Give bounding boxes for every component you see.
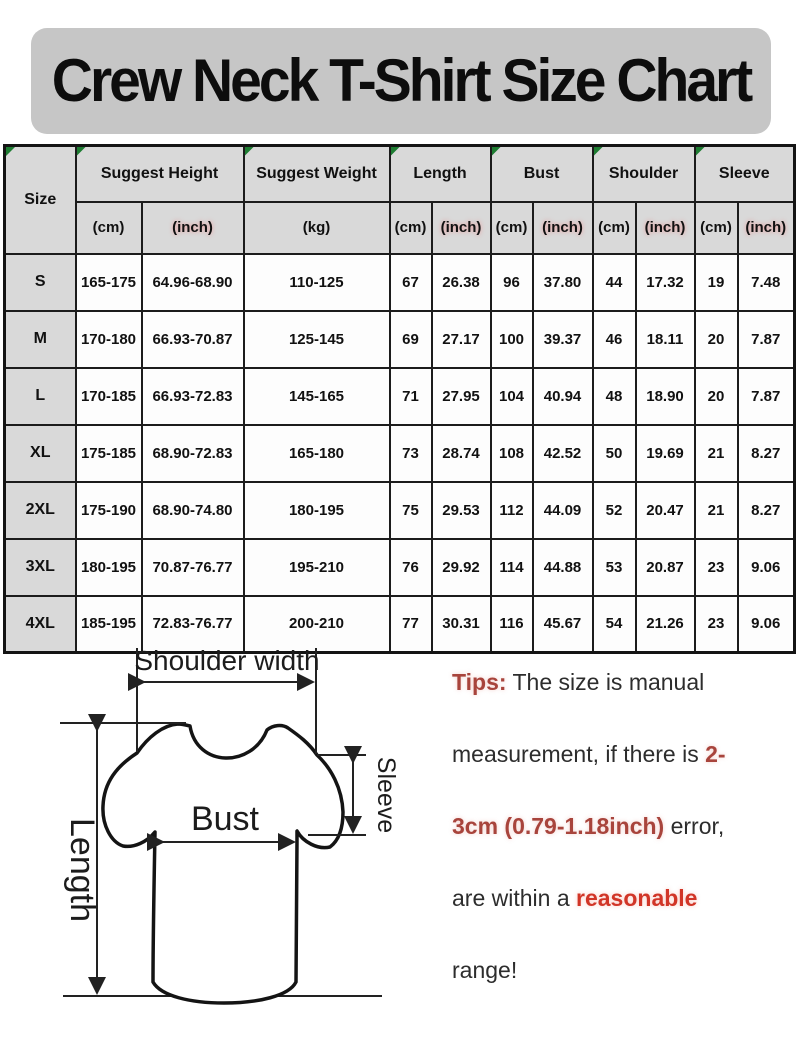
cell-shoulder-cm: 50 — [593, 425, 636, 482]
cell-sleeve-cm: 20 — [695, 368, 738, 425]
excel-marker-icon — [77, 147, 86, 156]
cell-sleeve-inch: 9.06 — [738, 596, 795, 653]
cell-height-cm: 165-175 — [76, 254, 142, 311]
table-row — [5, 539, 795, 596]
cell-height-cm: 175-185 — [76, 425, 142, 482]
cell-sleeve-inch: 8.27 — [738, 425, 795, 482]
unit-height-cm: (cm) — [76, 202, 142, 254]
tips-line: 3cm (0.79-1.18inch) error, — [452, 813, 725, 839]
tips-line: Tips: The size is manual — [452, 669, 705, 695]
cell-sleeve-inch: 8.27 — [738, 482, 795, 539]
cell-length-inch: 29.92 — [432, 539, 491, 596]
cell-weight-kg: 125-145 — [244, 311, 390, 368]
header-size: Size — [5, 146, 76, 254]
cell-height-cm: 180-195 — [76, 539, 142, 596]
unit-height-inch: (inch) — [142, 202, 244, 254]
unit-sleeve-inch: (inch) — [738, 202, 795, 254]
excel-marker-icon — [391, 147, 400, 156]
cell-bust-inch: 45.67 — [533, 596, 593, 653]
cell-shoulder-cm: 48 — [593, 368, 636, 425]
title-banner — [31, 28, 771, 134]
cell-length-inch: 29.53 — [432, 482, 491, 539]
tshirt-measurement-diagram — [0, 640, 440, 1040]
length-label: Length — [63, 818, 101, 922]
cell-shoulder-cm: 52 — [593, 482, 636, 539]
cell-size: M — [5, 311, 76, 368]
cell-weight-kg: 195-210 — [244, 539, 390, 596]
cell-height-cm: 175-190 — [76, 482, 142, 539]
sleeve-label: Sleeve — [372, 756, 400, 834]
cell-bust-inch: 44.09 — [533, 482, 593, 539]
cell-sleeve-cm: 20 — [695, 311, 738, 368]
cell-bust-cm: 104 — [491, 368, 533, 425]
page-title: Crew Neck T-Shirt Size Chart — [51, 47, 751, 115]
cell-sleeve-cm: 21 — [695, 482, 738, 539]
unit-bust-cm: (cm) — [491, 202, 533, 254]
unit-length-cm: (cm) — [390, 202, 432, 254]
cell-height-inch: 68.90-74.80 — [142, 482, 244, 539]
cell-length-cm: 69 — [390, 311, 432, 368]
cell-height-inch: 66.93-72.83 — [142, 368, 244, 425]
tshirt-outline — [103, 724, 343, 1003]
excel-marker-icon — [245, 147, 254, 156]
header-length: Length — [390, 146, 491, 202]
cell-shoulder-cm: 44 — [593, 254, 636, 311]
cell-length-cm: 77 — [390, 596, 432, 653]
cell-shoulder-inch: 18.90 — [636, 368, 695, 425]
cell-shoulder-inch: 19.69 — [636, 425, 695, 482]
unit-sleeve-cm: (cm) — [695, 202, 738, 254]
cell-length-inch: 30.31 — [432, 596, 491, 653]
cell-bust-cm: 108 — [491, 425, 533, 482]
header-suggest-weight: Suggest Weight — [244, 146, 390, 202]
cell-height-inch: 72.83-76.77 — [142, 596, 244, 653]
cell-weight-kg: 200-210 — [244, 596, 390, 653]
cell-height-cm: 185-195 — [76, 596, 142, 653]
header-shoulder: Shoulder — [593, 146, 695, 202]
cell-bust-cm: 112 — [491, 482, 533, 539]
table-row — [5, 425, 795, 482]
cell-height-inch: 64.96-68.90 — [142, 254, 244, 311]
unit-bust-inch: (inch) — [533, 202, 593, 254]
cell-sleeve-cm: 23 — [695, 539, 738, 596]
cell-weight-kg: 145-165 — [244, 368, 390, 425]
cell-height-cm: 170-180 — [76, 311, 142, 368]
header-row-units — [5, 202, 795, 254]
cell-length-inch: 26.38 — [432, 254, 491, 311]
cell-sleeve-inch: 7.87 — [738, 368, 795, 425]
cell-shoulder-inch: 21.26 — [636, 596, 695, 653]
tips-line: are within a reasonable — [452, 885, 698, 911]
excel-marker-icon — [6, 147, 15, 156]
cell-size: 4XL — [5, 596, 76, 653]
tips-line: measurement, if there is 2- — [452, 741, 726, 767]
cell-bust-inch: 40.94 — [533, 368, 593, 425]
cell-height-cm: 170-185 — [76, 368, 142, 425]
cell-bust-cm: 96 — [491, 254, 533, 311]
cell-shoulder-cm: 46 — [593, 311, 636, 368]
cell-sleeve-inch: 7.48 — [738, 254, 795, 311]
excel-marker-icon — [696, 147, 705, 156]
cell-length-cm: 73 — [390, 425, 432, 482]
cell-size: XL — [5, 425, 76, 482]
cell-shoulder-inch: 17.32 — [636, 254, 695, 311]
size-table — [3, 144, 793, 654]
header-bust: Bust — [491, 146, 593, 202]
cell-weight-kg: 180-195 — [244, 482, 390, 539]
tips-line: range! — [452, 957, 518, 983]
cell-sleeve-inch: 7.87 — [738, 311, 795, 368]
cell-height-inch: 68.90-72.83 — [142, 425, 244, 482]
cell-height-inch: 66.93-70.87 — [142, 311, 244, 368]
unit-shoulder-cm: (cm) — [593, 202, 636, 254]
header-sleeve: Sleeve — [695, 146, 795, 202]
cell-bust-cm: 100 — [491, 311, 533, 368]
cell-bust-cm: 114 — [491, 539, 533, 596]
cell-sleeve-cm: 21 — [695, 425, 738, 482]
cell-shoulder-cm: 53 — [593, 539, 636, 596]
cell-length-cm: 67 — [390, 254, 432, 311]
tips-block — [452, 646, 772, 1006]
unit-weight-kg: (kg) — [244, 202, 390, 254]
table-row — [5, 311, 795, 368]
cell-weight-kg: 165-180 — [244, 425, 390, 482]
cell-bust-inch: 44.88 — [533, 539, 593, 596]
cell-shoulder-inch: 18.11 — [636, 311, 695, 368]
cell-length-cm: 76 — [390, 539, 432, 596]
cell-length-cm: 75 — [390, 482, 432, 539]
header-row-groups — [5, 146, 795, 202]
cell-length-inch: 28.74 — [432, 425, 491, 482]
cell-shoulder-inch: 20.47 — [636, 482, 695, 539]
cell-size: 3XL — [5, 539, 76, 596]
excel-marker-icon — [594, 147, 603, 156]
cell-length-inch: 27.17 — [432, 311, 491, 368]
cell-bust-inch: 39.37 — [533, 311, 593, 368]
excel-marker-icon — [492, 147, 501, 156]
cell-size: 2XL — [5, 482, 76, 539]
cell-bust-cm: 116 — [491, 596, 533, 653]
shoulder-width-label: Shoulder width — [134, 645, 320, 676]
cell-length-inch: 27.95 — [432, 368, 491, 425]
cell-length-cm: 71 — [390, 368, 432, 425]
unit-length-inch: (inch) — [432, 202, 491, 254]
cell-size: S — [5, 254, 76, 311]
cell-sleeve-inch: 9.06 — [738, 539, 795, 596]
cell-sleeve-cm: 23 — [695, 596, 738, 653]
cell-weight-kg: 110-125 — [244, 254, 390, 311]
unit-shoulder-inch: (inch) — [636, 202, 695, 254]
cell-sleeve-cm: 19 — [695, 254, 738, 311]
cell-shoulder-cm: 54 — [593, 596, 636, 653]
header-suggest-height: Suggest Height — [76, 146, 244, 202]
table-row — [5, 368, 795, 425]
cell-size: L — [5, 368, 76, 425]
table-row — [5, 254, 795, 311]
cell-shoulder-inch: 20.87 — [636, 539, 695, 596]
cell-bust-inch: 42.52 — [533, 425, 593, 482]
table-row — [5, 482, 795, 539]
bust-label: Bust — [190, 800, 260, 838]
cell-height-inch: 70.87-76.77 — [142, 539, 244, 596]
cell-bust-inch: 37.80 — [533, 254, 593, 311]
